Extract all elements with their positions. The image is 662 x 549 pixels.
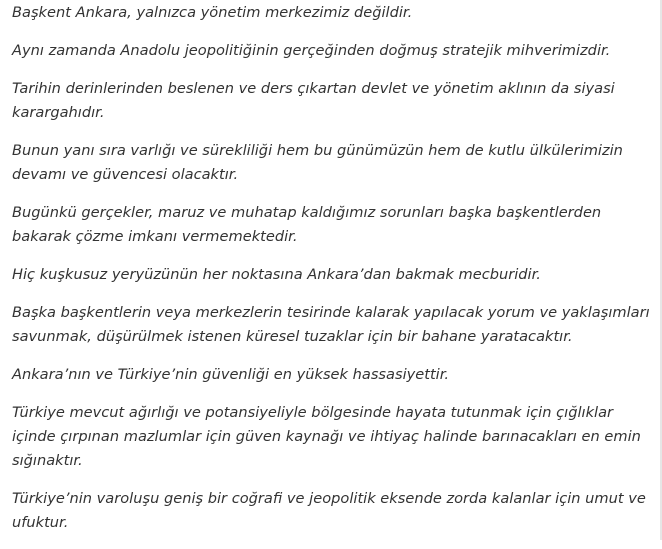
- article-paragraph: Bunun yanı sıra varlığı ve sürekliliği hem bu günümüzün hem de kutlu ülkülerimizin devamı ve güvencesi olacaktır.: [12, 142, 623, 183]
- article-paragraph: Ankara’nın ve Türkiye’nin güvenliği en yüksek hassasiyettir.: [12, 366, 450, 383]
- article-paragraph: Başkent Ankara, yalnızca yönetim merkezimiz değildir.: [12, 4, 413, 21]
- article-paragraph: Aynı zamanda Anadolu jeopolitiğinin gerçeğinden doğmuş stratejik mihverimizdir.: [12, 42, 611, 59]
- article-paragraph: Türkiye’nin varoluşu geniş bir coğrafi ve jeopolitik eksende zorda kalanlar için umut ve ufuktur.: [12, 490, 646, 531]
- article-paragraph: Başka başkentlerin veya merkezlerin tesirinde kalarak yapılacak yorum ve yaklaşımları savunmak, düşürülmek istenen küresel tuzaklar için bir bahane yaratacaktır.: [12, 304, 650, 345]
- article-paragraph: Türkiye mevcut ağırlığı ve potansiyeliyle bölgesinde hayata tutunmak için çığlıklar içinde çırpınan mazlumlar için güven kaynağı ve ihtiyaç halinde barınacakları en emin sığınaktır.: [12, 404, 641, 469]
- article-paragraph: Tarihin derinlerinden beslenen ve ders çıkartan devlet ve yönetim aklının da siyasi karargahıdır.: [12, 80, 615, 121]
- article-paragraph: Hiç kuşkusuz yeryüzünün her noktasına Ankara’dan bakmak mecburidir.: [12, 266, 541, 283]
- article-paragraph: Bugünkü gerçekler, maruz ve muhatap kaldığımız sorunları başka başkentlerden bakarak çözme imkanı vermemektedir.: [12, 204, 602, 245]
- article-body: [12, 0, 652, 549]
